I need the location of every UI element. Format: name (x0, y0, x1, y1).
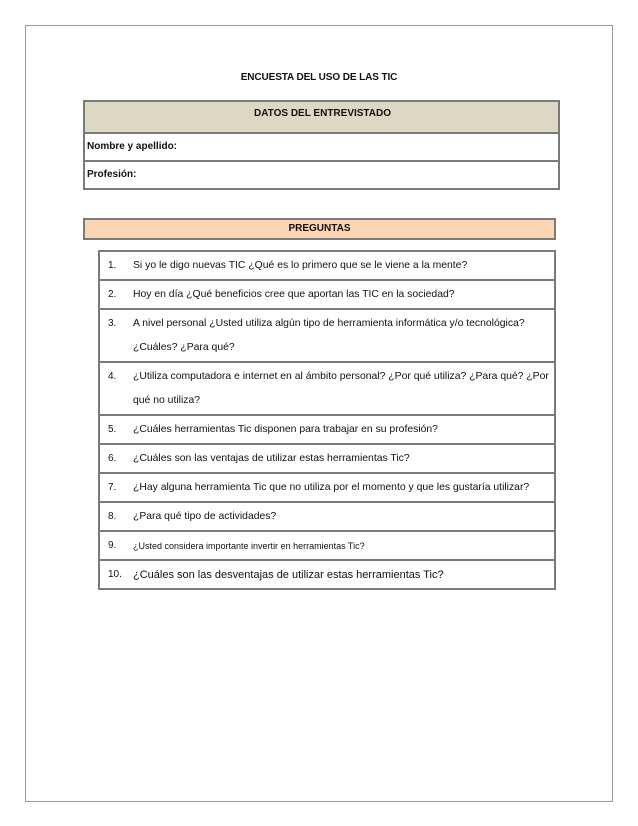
questions-header: PREGUNTAS (83, 218, 556, 240)
question-number: 5. (108, 424, 117, 435)
question-item (100, 252, 554, 279)
question-number: 10. (108, 569, 122, 580)
question-number: 8. (108, 511, 117, 522)
question-item (100, 530, 554, 559)
question-number: 3. (108, 318, 117, 329)
question-number: 9. (108, 540, 117, 551)
question-number: 2. (108, 289, 117, 300)
question-text: ¿Cuáles son las ventajas de utilizar estas herramientas Tic? (133, 453, 410, 464)
questions-list (98, 250, 556, 590)
question-item (100, 361, 554, 414)
question-text: ¿Para qué tipo de actividades? (133, 511, 277, 522)
survey-page (25, 25, 613, 802)
name-field-label: Nombre y apellido: (85, 132, 558, 160)
question-text: Si yo le digo nuevas TIC ¿Qué es lo primero que se le viene a la mente? (133, 260, 468, 271)
question-item (100, 308, 554, 361)
question-text: ¿Cuáles son las desventajas de utilizar estas herramientas Tic? (133, 569, 444, 581)
question-item (100, 443, 554, 472)
question-item (100, 414, 554, 443)
question-item (100, 559, 554, 588)
question-item (100, 501, 554, 530)
question-text: Hoy en día ¿Qué beneficios cree que aportan las TIC en la sociedad? (133, 289, 455, 300)
question-number: 7. (108, 482, 117, 493)
interviewee-data-table (83, 100, 560, 190)
question-number: 6. (108, 453, 117, 464)
question-number: 4. (108, 371, 117, 382)
question-text: ¿Hay alguna herramienta Tic que no utiliza por el momento y que les gustaría utilizar? (133, 482, 530, 493)
interviewee-header: DATOS DEL ENTREVISTADO (85, 102, 558, 132)
question-item (100, 279, 554, 308)
document-title: ENCUESTA DEL USO DE LAS TIC (240, 72, 398, 83)
question-item (100, 472, 554, 501)
question-text: ¿Usted considera importante invertir en herramientas Tic? (133, 541, 365, 551)
question-number: 1. (108, 260, 117, 271)
question-text: ¿Cuáles herramientas Tic disponen para trabajar en su profesión? (133, 424, 438, 435)
profession-field-label: Profesión: (85, 160, 558, 188)
question-text: ¿Utiliza computadora e internet en al ámbito personal? ¿Por qué utiliza? ¿Para qué? ¿Por qué no utiliza? (133, 371, 549, 406)
question-text: A nivel personal ¿Usted utiliza algún tipo de herramienta informática y/o tecnológica? ¿Cuáles? ¿Para qué? (133, 318, 525, 353)
